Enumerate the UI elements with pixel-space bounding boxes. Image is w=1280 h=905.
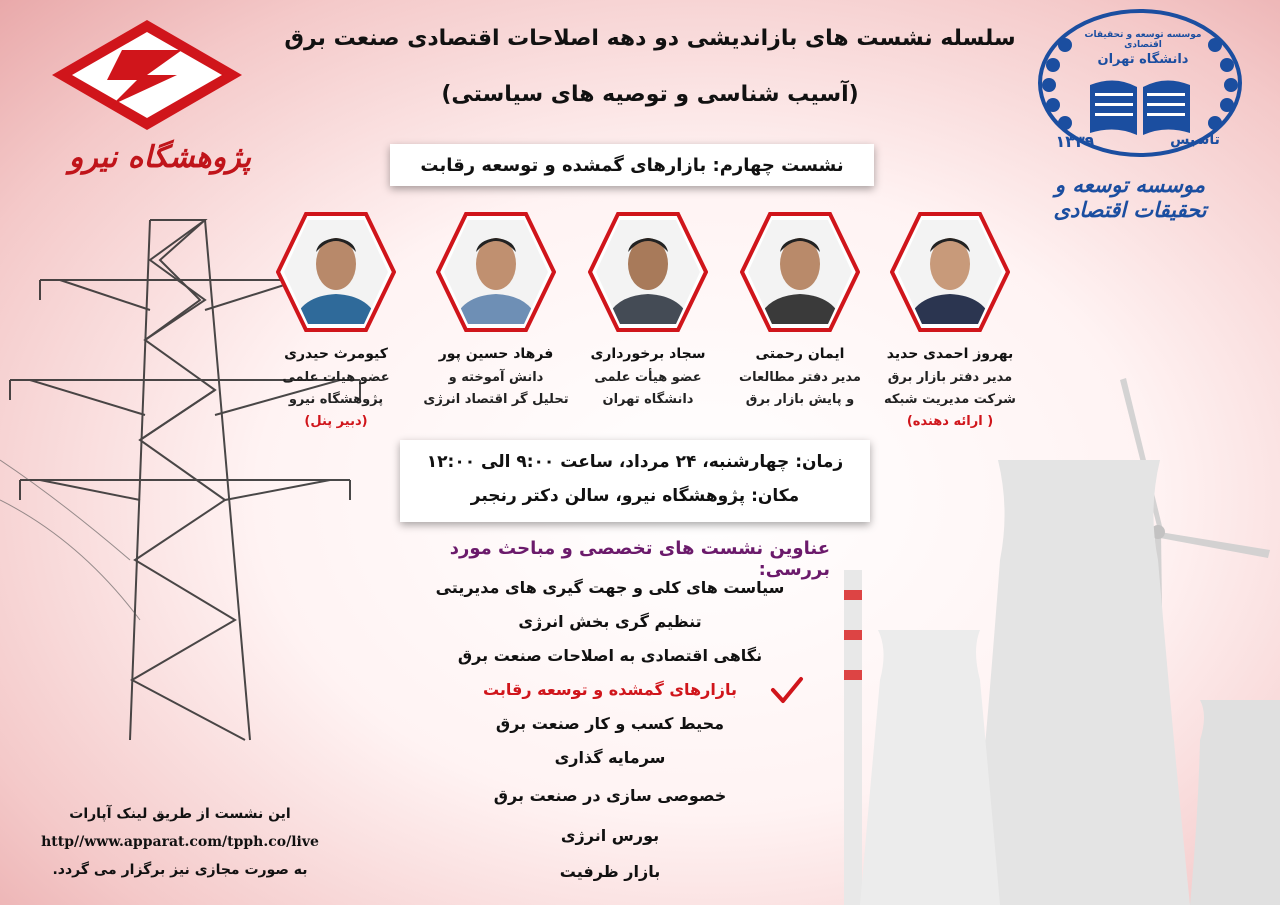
power-research-logo-icon [52,20,242,130]
topics-heading: عناوین نشست های تخصصی و مباحث مورد بررسی: [449,538,830,580]
institute-founded-year: ۱۳۳۹ [1055,132,1095,151]
speaker-role: تحلیل گر اقتصاد انرژی [423,392,569,407]
speaker-photo [890,212,1010,332]
topic-item: خصوصی سازی در صنعت برق [493,786,727,805]
power-plant-illustration [830,360,1280,905]
live-url[interactable]: http//www.apparat.com/tpph.co/live [41,834,319,850]
topic-item: بازار ظرفیت [559,862,661,881]
series-title: سلسله نشست های بازاندیشی دو دهه اصلاحات اقتصادی صنعت برق [284,26,1016,51]
event-time: زمان: چهارشنبه، ۲۴ مرداد، ساعت ۹:۰۰ الی ۱۲:۰۰ [426,452,844,472]
session-title: نشست چهارم: بازارهای گمشده و توسعه رقابت [420,154,844,176]
speaker-role: دانشگاه تهران [602,392,694,407]
speaker-note: (دبیر پنل) [304,414,368,429]
institute-name: موسسه توسعه و تحقیقات اقتصادی [1053,172,1207,222]
topic-item: سرمایه گذاری [554,748,666,767]
institute-arc-text: موسسه توسعه و تحقیقات اقتصادی [1084,30,1202,50]
speaker-name: بهروز احمدی حدید [886,346,1014,362]
series-subtitle: (آسیب شناسی و توصیه های سیاستی) [441,82,859,107]
speaker-role: پژوهشگاه نیرو [288,392,384,407]
speaker-photo [436,212,556,332]
topic-item: بازارهای گمشده و توسعه رقابت [482,680,738,699]
institute-founded-label: تاسیس [1170,132,1220,148]
power-research-logo-text: پژوهشگاه نیرو [68,140,252,175]
speaker-photo [276,212,396,332]
live-line1: این نشست از طریق لینک آپارات [69,806,291,822]
event-place: مکان: پژوهشگاه نیرو، سالن دکتر رنجبر [470,486,800,506]
speaker-name: سجاد برخورداری [590,346,706,362]
speaker-photo [588,212,708,332]
speaker-role: دانش آموخته و [448,370,544,385]
speaker-role: مدیر دفتر مطالعات [739,370,861,385]
speaker-role: عضو هیأت علمی [594,370,702,385]
speaker-role: شرکت مدیریت شبکه [884,392,1016,407]
topic-item: بورس انرژی [560,826,660,845]
topic-item: محیط کسب و کار صنعت برق [495,714,725,733]
speaker-role: مدیر دفتر بازار برق [887,370,1013,385]
topic-item: نگاهی اقتصادی به اصلاحات صنعت برق [457,646,763,665]
topic-item: تنظیم گری بخش انرژی [518,612,702,631]
speaker-name: فرهاد حسین پور [438,346,554,362]
speaker-name: کیومرث حیدری [284,346,388,362]
event-info-box [400,440,870,522]
topic-item: سیاست های کلی و جهت گیری های مدیریتی [435,578,785,597]
session-title-box [390,144,874,186]
speaker-name: ایمان رحمتی [755,346,845,362]
live-line3: به صورت مجازی نیز برگزار می گردد. [52,862,308,878]
institute-university: دانشگاه تهران [1097,52,1189,67]
checkmark-icon [770,676,804,706]
speaker-role: عضو هیات علمی [282,370,390,385]
speaker-role: و پایش بازار برق [745,392,855,407]
speaker-note: ( ارائه دهنده) [906,414,994,429]
speaker-photo [740,212,860,332]
